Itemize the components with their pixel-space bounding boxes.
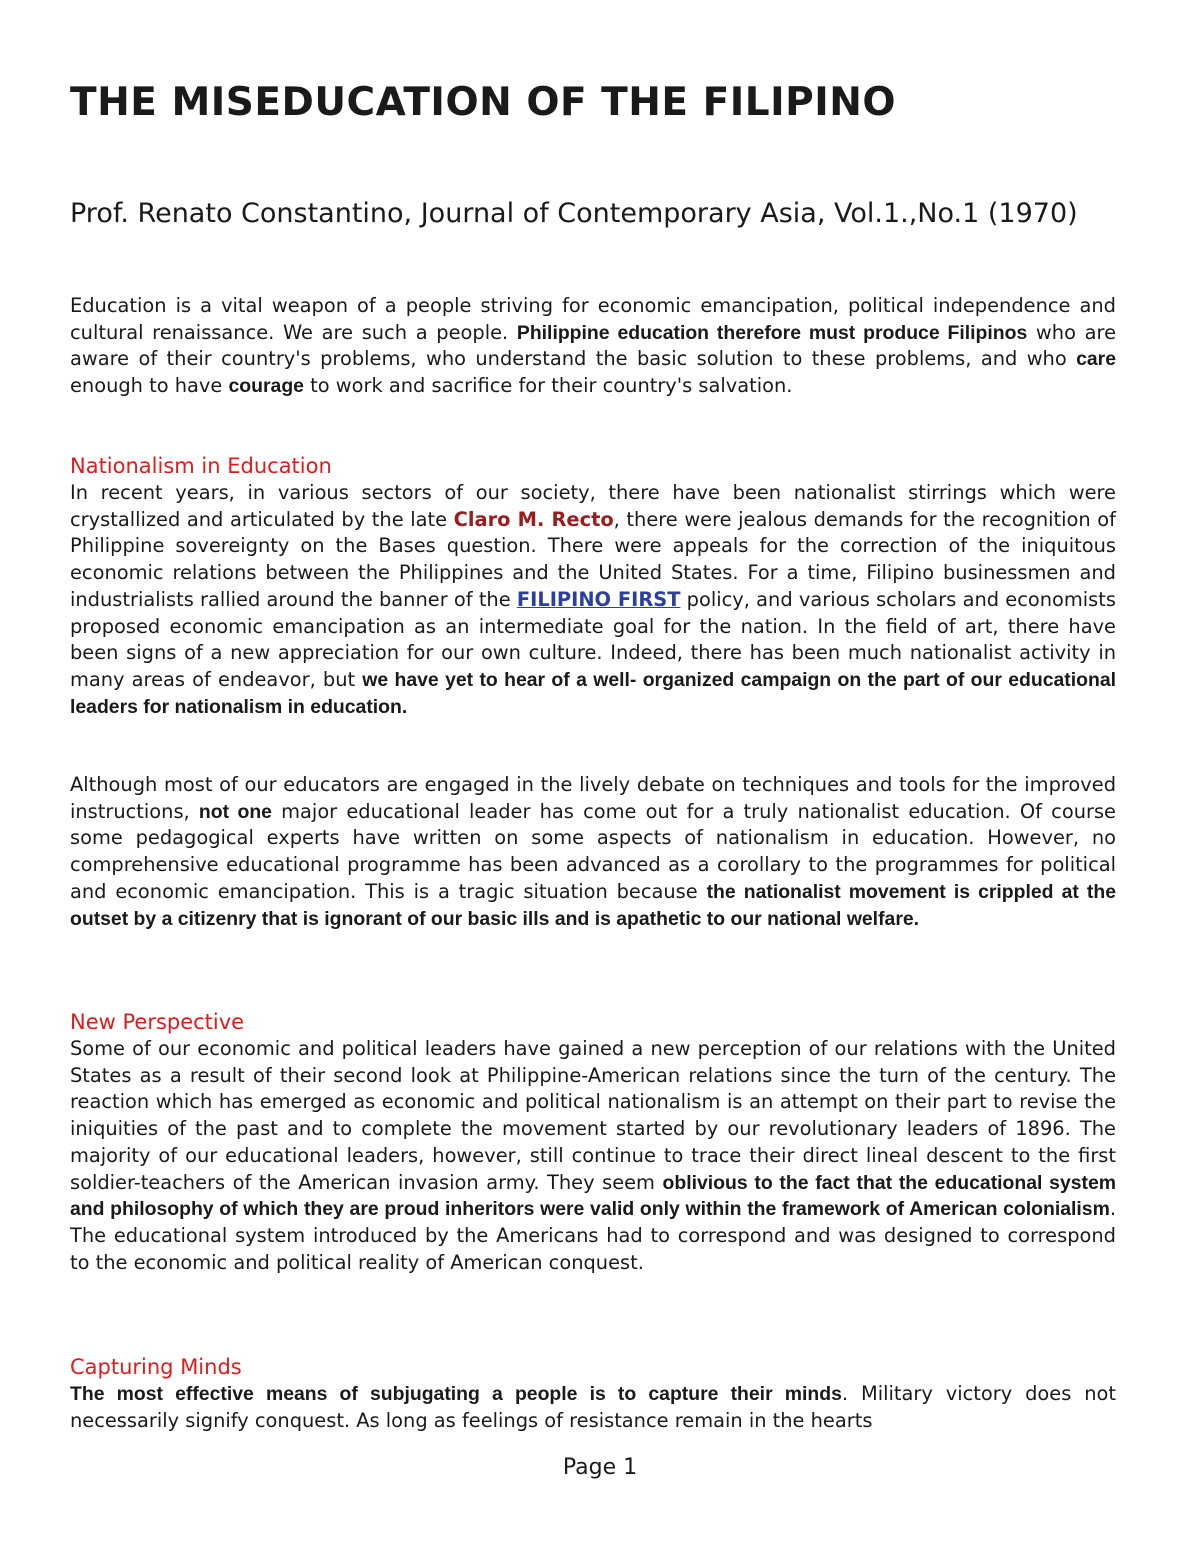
capturing-paragraph: The most effective means of subjugating a people is to capture their minds. Military victory does not necessarily signify conquest. As long as feelings of resistance remain in the hearts [70,1382,1116,1432]
document-title: THE MISEDUCATION OF THE FILIPINO [70,80,897,125]
perspective-paragraph: Some of our economic and political leaders have gained a new perception of our relations with the United States as a result of their second look at Philippine-American relations since the turn of the century. The reaction which has emerged as economic and political nationalism is an attempt on their part to revise the iniquities of the past and to complete the movement started by our revolutionary leaders of 1896. The majority of our educational leaders, however, still continue to trace their direct lineal descent to the first soldier-teachers of the American invasion army. They seem oblivious to the fact that the educational system and philosophy of which they are proud inheritors were valid only within the framework of American colonialism. The educational system introduced by the Americans had to correspond and was designed to correspond to the economic and political reality of American conquest. [70,1037,1116,1274]
page-number: Page 1 [562,1455,638,1480]
citation: Prof. Renato Constantino, Journal of Contemporary Asia, Vol.1.,No.1 (1970) [70,198,1078,229]
filipino-first-link[interactable]: FILIPINO FIRST [516,587,681,611]
person-name: Claro M. Recto [453,507,614,531]
nationalism-paragraph-1: In recent years, in various sectors of our society, there have been nationalist stirrings which were crystallized and articulated by the late Claro M. Recto, there were jealous demands for the recognition of Philippine sovereignty on the Bases question. There were appeals for the correction of the iniquitous economic relations between the Philippines and the United States. For a time, Filipino businessmen and industrialists rallied around the banner of the FILIPINO FIRST policy, and various scholars and economists proposed economic emancipation as an intermediate goal for the nation. In the field of art, there have been signs of a new appreciation for our own culture. Indeed, there has been much nationalist activity in many areas of endeavor, but we have yet to hear of a well- organized campaign on the part of our educational leaders for nationalism in education. [70,481,1116,718]
intro-paragraph: Education is a vital weapon of a people striving for economic emancipation, political independence and cultural renaissance. We are such a people. Philippine education therefore must produce Filipinos who are aware of their country's problems, who understand the basic solution to these problems, and who care enough to have courage to work and sacrifice for their country's salvation. [70,294,1116,398]
section-heading-capturing: Capturing Minds [70,1355,242,1379]
section-heading-nationalism: Nationalism in Education [70,454,332,478]
section-heading-perspective: New Perspective [70,1010,245,1034]
nationalism-paragraph-2: Although most of our educators are engaged in the lively debate on techniques and tools for the improved instructions, not one major educational leader has come out for a truly nationalist education. Of course some pedagogical experts have written on some aspects of nationalism in education. However, no comprehensive educational programme has been advanced as a corollary to the programmes for political and economic emancipation. This is a tragic situation because the nationalist movement is crippled at the outset by a citizenry that is ignorant of our basic ills and is apathetic to our national welfare. [70,773,1116,930]
